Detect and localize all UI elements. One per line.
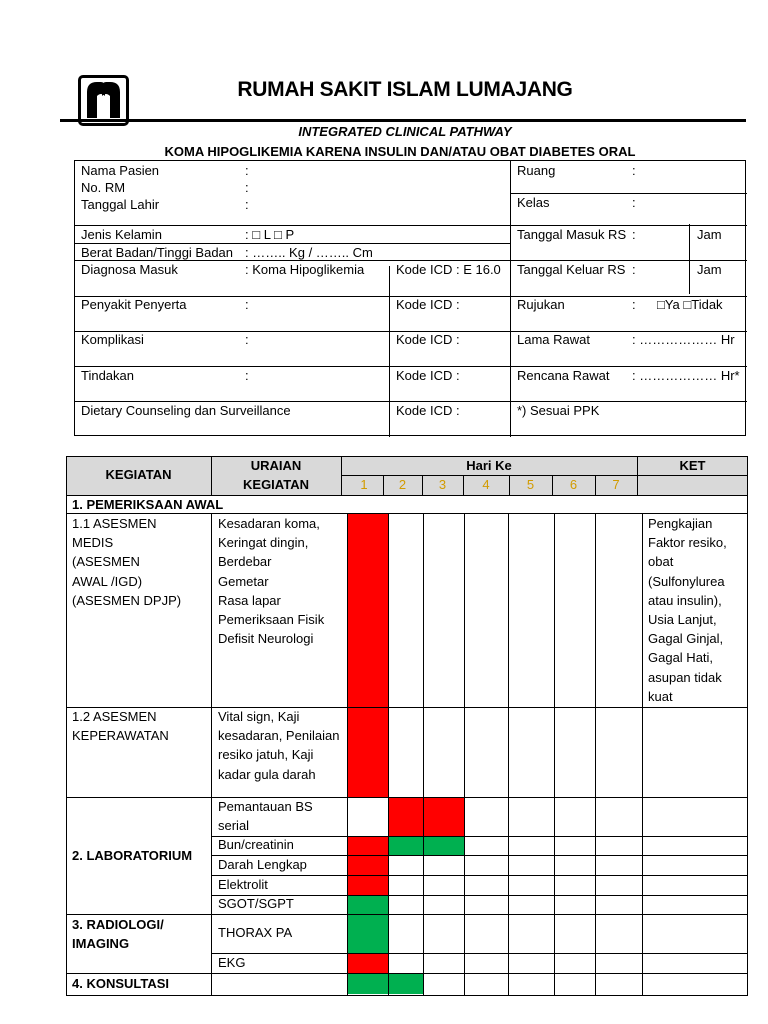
diagnosa-value: : Koma Hipoglikemia bbox=[245, 262, 365, 277]
radiologi-ekg: EKG bbox=[218, 955, 246, 970]
section-laboratorium: 2. LABORATORIUM bbox=[72, 848, 193, 863]
pathway-title: KOMA HIPOGLIKEMIA KARENA INSULIN DAN/ATAU OBAT DIABETES ORAL bbox=[164, 144, 636, 159]
rencana-rawat-value: : ……………… Hr* bbox=[632, 368, 740, 383]
asesmen-medis-ket: Pengkajian Faktor resiko, obat (Sulfonylurea atau insulin), Usia Lanjut, Gagal Ginjal, Gagal Hati, asupan tidak kuat bbox=[648, 516, 727, 704]
day-number: 1 bbox=[360, 477, 368, 492]
colon: : bbox=[632, 227, 636, 242]
kode-icd-label: Kode ICD : bbox=[396, 332, 460, 347]
colon: : bbox=[245, 332, 249, 347]
lab-item: SGOT/SGPT bbox=[218, 896, 294, 911]
colon: : bbox=[632, 262, 636, 277]
kode-icd-diagnosa: Kode ICD : E 16.0 bbox=[396, 262, 501, 277]
label-tanggal-lahir: Tanggal Lahir bbox=[81, 197, 160, 212]
lama-rawat-value: : ……………… Hr bbox=[632, 332, 735, 347]
day-number: 6 bbox=[569, 477, 578, 492]
header-uraian-kegiatan: KEGIATAN bbox=[243, 477, 309, 492]
sesuai-ppk-note: *) Sesuai PPK bbox=[517, 403, 600, 418]
label-diagnosa-masuk: Diagnosa Masuk bbox=[81, 262, 178, 277]
day-number: 5 bbox=[526, 477, 535, 492]
hospital-name: RUMAH SAKIT ISLAM LUMAJANG bbox=[237, 78, 573, 101]
header-uraian: URAIAN bbox=[250, 458, 302, 473]
lab-item: Bun/creatinin bbox=[218, 837, 294, 852]
patient-info-box bbox=[74, 160, 746, 436]
rujukan-options[interactable]: □Ya □Tidak bbox=[657, 297, 723, 312]
colon: : bbox=[632, 195, 636, 210]
day-number: 4 bbox=[482, 477, 490, 492]
label-jam-masuk: Jam bbox=[697, 227, 722, 242]
asesmen-keperawatan-label: 1.2 ASESMEN KEPERAWATAN bbox=[72, 709, 169, 744]
kode-icd-label: Kode ICD : bbox=[396, 403, 460, 418]
colon: : bbox=[632, 297, 636, 312]
header-divider bbox=[60, 119, 746, 122]
pathway-table bbox=[66, 456, 748, 996]
label-jam-keluar: Jam bbox=[697, 262, 722, 277]
lab-item: Darah Lengkap bbox=[218, 857, 307, 872]
header-ket: KET bbox=[679, 458, 706, 473]
colon: : bbox=[245, 368, 249, 383]
day-number: 7 bbox=[612, 477, 620, 492]
asesmen-medis-uraian: Kesadaran koma, Keringat dingin, Berdebar Gemetar Rasa lapar Pemeriksaan Fisik Defisit Neurologi bbox=[218, 516, 325, 647]
asesmen-medis-label: 1.1 ASESMEN MEDIS (ASESMEN AWAL /IGD) (ASESMEN DPJP) bbox=[72, 516, 182, 608]
lab-item: Pemantauan BS serial bbox=[218, 799, 313, 834]
label-tindakan: Tindakan bbox=[81, 368, 134, 383]
berat-badan-value: : …….. Kg / …….. Cm bbox=[245, 245, 373, 260]
colon: : bbox=[245, 163, 249, 178]
label-lama-rawat: Lama Rawat bbox=[517, 332, 590, 347]
asesmen-keperawatan-uraian: Vital sign, Kaji kesadaran, Penilaian resiko jatuh, Kaji kadar gula darah bbox=[218, 709, 340, 782]
label-ruang: Ruang bbox=[517, 163, 556, 178]
label-nama-pasien: Nama Pasien bbox=[81, 163, 160, 178]
document-subtitle: INTEGRATED CLINICAL PATHWAY bbox=[298, 124, 512, 139]
colon: : bbox=[632, 163, 636, 178]
radiologi-thorax: THORAX PA bbox=[218, 925, 293, 940]
label-no-rm: No. RM bbox=[81, 180, 126, 195]
colon: : bbox=[245, 180, 249, 195]
label-berat-badan: Berat Badan/Tinggi Badan bbox=[81, 245, 234, 260]
day-number: 2 bbox=[398, 477, 407, 492]
label-dietary: Dietary Counseling dan Surveillance bbox=[81, 403, 291, 418]
label-tanggal-keluar: Tanggal Keluar RS bbox=[517, 262, 626, 277]
label-kelas: Kelas bbox=[517, 195, 550, 210]
section-konsultasi: 4. KONSULTASI bbox=[72, 976, 170, 991]
label-jenis-kelamin: Jenis Kelamin bbox=[81, 227, 162, 242]
colon: : bbox=[245, 197, 249, 212]
header-hari-ke: Hari Ke bbox=[466, 458, 512, 473]
kode-icd-label: Kode ICD : bbox=[396, 297, 460, 312]
label-rencana-rawat: Rencana Rawat bbox=[517, 368, 610, 383]
label-rujukan: Rujukan bbox=[517, 297, 565, 312]
section-pemeriksaan-awal: 1. PEMERIKSAAN AWAL bbox=[72, 497, 224, 512]
label-penyakit-penyerta: Penyakit Penyerta bbox=[81, 297, 187, 312]
section-radiologi: 3. RADIOLOGI/ IMAGING bbox=[72, 917, 164, 952]
lab-item: Elektrolit bbox=[218, 877, 268, 892]
kode-icd-label: Kode ICD : bbox=[396, 368, 460, 383]
colon: : bbox=[245, 297, 249, 312]
label-komplikasi: Komplikasi bbox=[81, 332, 144, 347]
gender-options[interactable]: : □ L □ P bbox=[245, 227, 295, 242]
day-number: 3 bbox=[438, 477, 447, 492]
header-kegiatan: KEGIATAN bbox=[105, 467, 172, 482]
label-tanggal-masuk: Tanggal Masuk RS bbox=[517, 227, 627, 242]
